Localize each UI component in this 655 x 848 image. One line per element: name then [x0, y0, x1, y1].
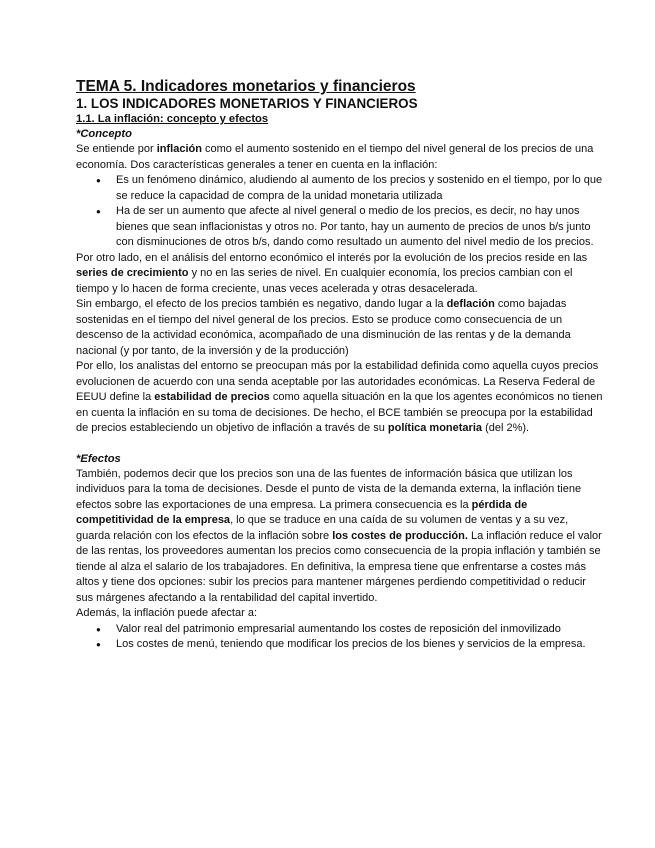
list-item: [116, 622, 605, 638]
concepto-intro: [76, 142, 605, 173]
text-run: Es un fenómeno dinámico, aludiendo al aumento de los precios y sostenido en el tiempo, por lo que se reduce la capacidad de compra de la unidad monetaria utilizada: [116, 174, 603, 202]
text-run: Valor real del patrimonio empresarial aumentando los costes de reposición del inmovilizado: [116, 622, 561, 635]
bold-term: series de crecimiento: [76, 267, 189, 279]
paragraph: [76, 467, 605, 607]
bold-term: estabilidad de precios: [154, 391, 270, 403]
bold-term: los costes de producción.: [332, 529, 468, 542]
text-run: Por ello, los analistas del entorno se preocupan más por la estabilidad definida como aquella cuyos precios evolucionen de acuerdo con una senda aceptable por las autoridades económicas. La Reserva Federal de EEUU define la: [76, 360, 599, 403]
text-run: (del 2%).: [482, 422, 530, 434]
list-item: [116, 173, 605, 204]
text-run: Se entiende por: [76, 143, 157, 155]
text-run: , lo que se traduce en una caída de su volumen de ventas y a su vez, guarda relación con los efectos de la inflación sobre: [76, 514, 569, 542]
bold-term: inflación: [156, 143, 202, 155]
text-run: como el aumento sostenido en el tiempo del nivel general de los precios de una economía. Dos características generales a tener en cuenta en la inflación:: [76, 143, 594, 171]
paragraph: [76, 297, 605, 359]
concepto-bullets: [76, 173, 605, 251]
bold-term: pérdida de competitividad de la empresa: [76, 498, 528, 526]
spacer: [76, 437, 605, 452]
bold-term: deflación: [446, 298, 495, 310]
text-run: Sin embargo, el efecto de los precios también es negativo, dando lugar a la: [76, 298, 447, 310]
paragraph: [76, 359, 605, 437]
list-item: [116, 637, 605, 653]
text-run: y no en las series de nivel. En cualquier economía, los precios cambian con el tiempo y lo hacen de forma creciente, unas veces acelerada y otras desacelerada.: [76, 267, 573, 295]
subsection-title: 1.1. La inflación: concepto y efectos: [76, 113, 269, 125]
text-run: como bajadas sostenidas en el tiempo del nivel general de los precios. Esto se produce como consecuencia de un descenso de la actividad económica, acompañado de una disminución de las rentas y de la demanda nacional (y por tanto, de la inversión y de la producción): [76, 298, 571, 357]
document-title: TEMA 5. Indicadores monetarios y financieros: [76, 78, 416, 95]
text-run: La inflación reduce el valor de las rentas, los proveedores aumentan los precios como consecuencia de la propia inflación y también se tiende al alza el salario de los trabajadores. En definitiva, la empresa tiene que enfrentarse a costes más altos y tiene dos opciones: subir los precios para mantener márgenes perdiendo competitividad o reducir sus márgenes afectando a la rentabilidad del capital invertido.: [76, 529, 602, 604]
bold-term: política monetaria: [387, 422, 483, 434]
concepto-label: *Concepto: [76, 128, 132, 140]
text-run: Además, la inflación puede afectar a:: [76, 607, 258, 619]
efectos-bullets: [76, 622, 605, 653]
text-run: También, podemos decir que los precios son una de las fuentes de información básica que utilizan los individuos para la toma de decisiones. Desde el punto de vista de la demanda externa, la inflación tiene efectos sobre las exportaciones de una empresa. La primera consecuencia es la: [76, 467, 582, 511]
text-run: Los costes de menú, teniendo que modificar los precios de los bienes y servicios de la empresa.: [116, 638, 586, 650]
efectos-label: *Efectos: [76, 452, 121, 465]
section-title: 1. LOS INDICADORES MONETARIOS Y FINANCIEROS: [76, 96, 418, 111]
list-item: [116, 204, 605, 251]
paragraph: [76, 606, 605, 622]
text-run: Ha de ser un aumento que afecte al nivel general o medio de los precios, es decir, no hay unos bienes que sean inflacionistas y otros no. Por tanto, hay un aumento de precios de unos b/s junto con disminuciones de otros b/s, dando como resultado un aumento del nivel medio de los precios.: [116, 205, 594, 248]
paragraph: [76, 251, 605, 298]
text-run: como aquella situación en la que los agentes económicos no tienen en cuenta la inflación en su toma de decisiones. De hecho, el BCE también se preocupa por la estabilidad de precios estableciendo un objetivo de inflación a través de su: [76, 391, 603, 434]
text-run: Por otro lado, en el análisis del entorno económico el interés por la evolución de los precios reside en las: [76, 251, 588, 264]
